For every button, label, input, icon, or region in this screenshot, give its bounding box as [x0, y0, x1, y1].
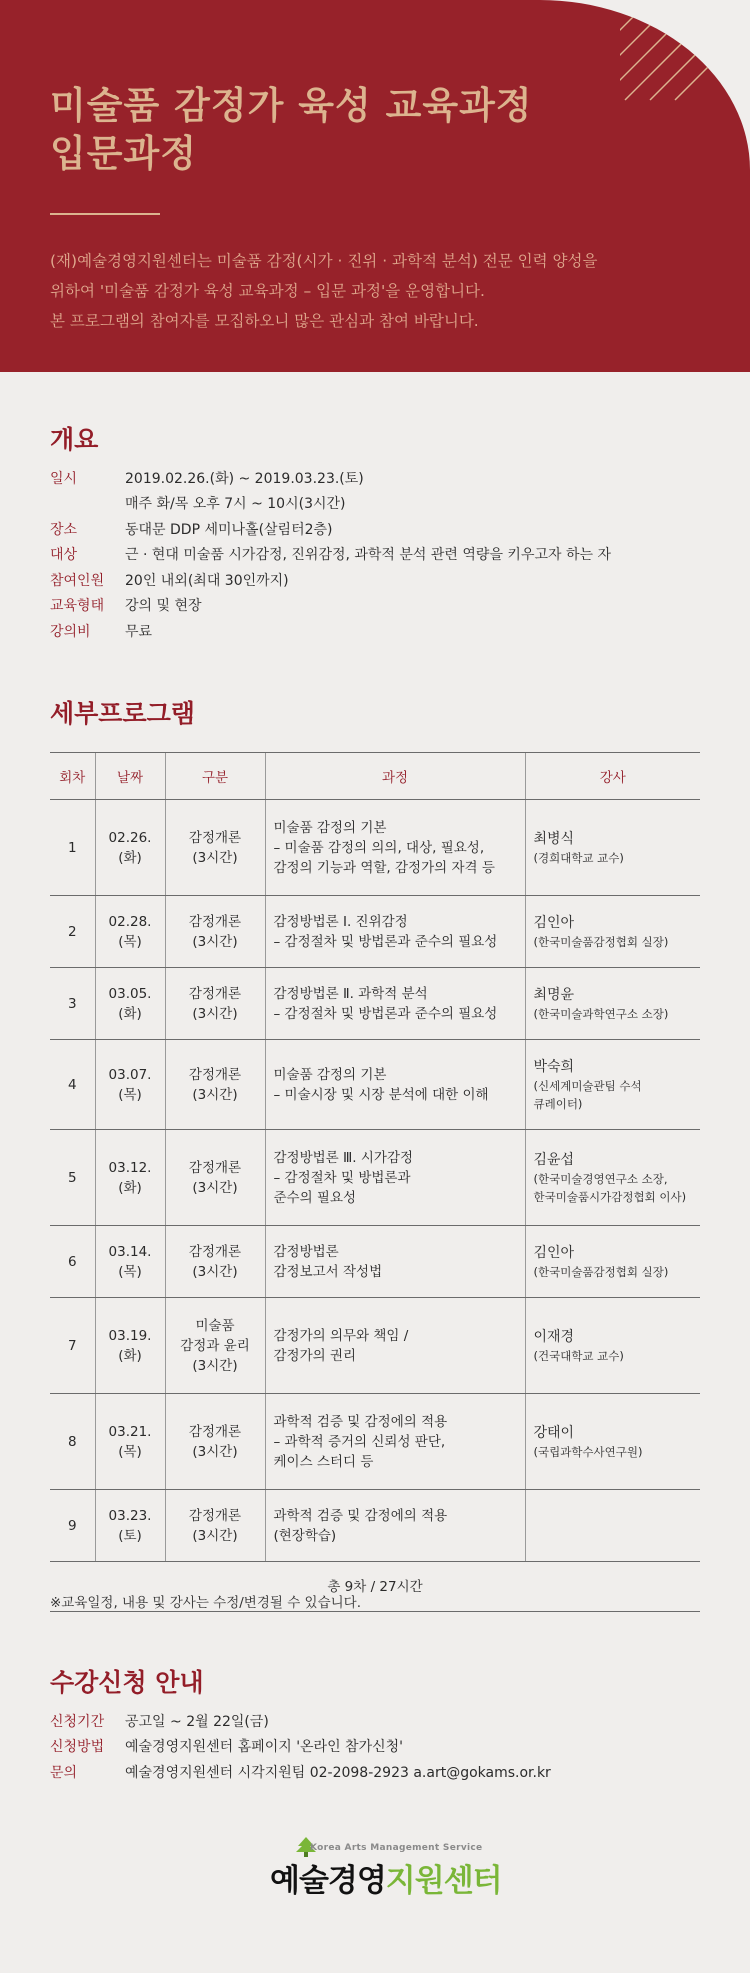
session-date-text: 02.28. (목): [108, 913, 152, 950]
session-lecturer: [525, 1040, 700, 1130]
session-course: [265, 800, 525, 896]
session-number: [50, 968, 95, 1040]
session-type: [165, 1040, 265, 1130]
diagonal-stripes-decoration: [620, 0, 750, 130]
page-title-line2: 입문과정: [50, 132, 197, 175]
session-course-text: 감정방법론 Ⅰ. 진위감정 – 감정절차 및 방법론과 준수의 필요성: [273, 913, 498, 950]
session-date-text: 02.26. (화): [108, 829, 152, 866]
info-row: [50, 1734, 710, 1760]
schedule-notice: ※교육일정, 내용 및 강사는 수정/변경될 수 있습니다.: [50, 1595, 362, 1611]
info-value: 매주 화/목 오후 7시 ~ 10시(3시간): [125, 496, 346, 513]
info-value: 예술경영지원센터 시각지원팀 02-2098-2923 a.art@gokams.or.kr: [125, 1764, 551, 1781]
intro-line: 본 프로그램의 참여자를 모집하오니 많은 관심과 참여 바랍니다.: [50, 312, 479, 330]
lecturer-affiliation: (한국미술품감정협회 실장): [533, 934, 669, 949]
session-lecturer: [525, 968, 700, 1040]
table-row: [50, 896, 700, 968]
info-row: [50, 593, 710, 619]
column-header: 구분: [165, 753, 265, 800]
session-number: [50, 896, 95, 968]
page-title: [50, 82, 533, 178]
program-heading: 세부프로그램: [50, 699, 195, 728]
info-row: [50, 567, 710, 593]
lecturer-affiliation: (한국미술품감정협회 실장): [533, 1264, 669, 1279]
info-value: 동대문 DDP 세미나홀(살림터2층): [125, 521, 333, 538]
session-lecturer: [525, 1490, 700, 1562]
session-date: [95, 1298, 165, 1394]
session-type: [165, 1298, 265, 1394]
overview-list: [50, 465, 710, 644]
lecturer-affiliation: (한국미술과학연구소 소장): [533, 1006, 669, 1021]
hero-banner: [0, 0, 750, 372]
lecturer-name: 강태이: [533, 1424, 575, 1441]
session-type-text: 미술품 감정과 윤리 (3시간): [180, 1317, 250, 1374]
info-row: [50, 1759, 710, 1785]
info-value: 근 · 현대 미술품 시가감정, 진위감정, 과학적 분석 관련 역량을 키우고자 하는 자: [125, 547, 611, 564]
session-course-text: 과학적 검증 및 감정에의 적용 (현장학습): [273, 1507, 448, 1544]
session-number: [50, 1298, 95, 1394]
session-number-text: 2: [67, 923, 77, 940]
logo-korean-text: [270, 1855, 502, 1900]
session-lecturer: [525, 800, 700, 896]
session-course: [265, 1226, 525, 1298]
session-course-text: 감정가의 의무와 책임 / 감정가의 권리: [273, 1327, 409, 1364]
session-lecturer: [525, 896, 700, 968]
info-label: 문의: [50, 1764, 78, 1781]
session-type-text: 감정개론 (3시간): [188, 1423, 242, 1460]
lecturer-name: 김인아: [533, 1244, 575, 1261]
lecturer-affiliation: (한국미술경영연구소 소장, 한국미술품시가감정협회 이사): [533, 1171, 687, 1204]
session-course: [265, 1130, 525, 1226]
session-type-text: 감정개론 (3시간): [188, 1066, 242, 1103]
info-value: 강의 및 현장: [125, 598, 202, 615]
lecturer-name: 김인아: [533, 914, 575, 931]
session-type-text: 감정개론 (3시간): [188, 1507, 242, 1544]
session-type: [165, 968, 265, 1040]
intro-line: 위하여 '미술품 감정가 육성 교육과정 – 입문 과정'을 운영합니다.: [50, 282, 485, 300]
logo-english-text: Korea Arts Management Service: [310, 1843, 483, 1853]
column-header: 강사: [525, 753, 700, 800]
session-date-text: 03.21. (목): [108, 1423, 152, 1460]
session-date: [95, 1394, 165, 1490]
session-type: [165, 1490, 265, 1562]
session-number: [50, 1226, 95, 1298]
logo-korean-dark: 예술경영: [270, 1863, 386, 1899]
session-date-text: 03.23. (토): [108, 1507, 152, 1544]
column-header: 회차: [50, 753, 95, 800]
lecturer-affiliation: (건국대학교 교수): [533, 1348, 624, 1363]
info-value: 2019.02.26.(화) ~ 2019.03.23.(토): [125, 470, 364, 487]
lecturer-name: 박숙희: [533, 1058, 575, 1075]
table-row: [50, 1226, 700, 1298]
session-type: [165, 1226, 265, 1298]
intro-line: (재)예술경영지원센터는 미술품 감정(시가 · 진위 · 과학적 분석) 전문 인력 양성을: [50, 252, 598, 270]
session-date-text: 03.14. (목): [108, 1243, 152, 1280]
session-lecturer: [525, 1226, 700, 1298]
session-course-text: 감정방법론 Ⅲ. 시가감정 – 감정절차 및 방법론과 준수의 필요성: [273, 1149, 414, 1206]
lecturer-name: 김윤섭: [533, 1151, 575, 1168]
lecturer-name: 최병식: [533, 830, 575, 847]
session-date: [95, 800, 165, 896]
lecturer-affiliation: (국립과학수사연구원): [533, 1444, 643, 1459]
session-course-text: 감정방법론 Ⅱ. 과학적 분석 – 감정절차 및 방법론과 준수의 필요성: [273, 985, 498, 1022]
session-course: [265, 896, 525, 968]
table-header-row: [50, 753, 700, 800]
apply-list: [50, 1708, 710, 1785]
session-type-text: 감정개론 (3시간): [188, 829, 242, 866]
logo-korean-green: 지원센터: [385, 1863, 502, 1899]
info-label: 참여인원: [50, 572, 105, 589]
program-table: [50, 752, 700, 1612]
session-number-text: 6: [67, 1253, 77, 1270]
session-number: [50, 1040, 95, 1130]
session-type: [165, 800, 265, 896]
session-number: [50, 1394, 95, 1490]
info-row: [50, 1708, 710, 1734]
session-number-text: 9: [67, 1517, 77, 1534]
lecturer-affiliation: (경희대학교 교수): [533, 850, 624, 865]
info-value: 공고일 ~ 2월 22일(금): [125, 1713, 269, 1730]
page-title-line1: 미술품 감정가 육성 교육과정: [50, 84, 533, 127]
kams-logo: [270, 1843, 502, 1913]
table-row: [50, 968, 700, 1040]
session-lecturer: [525, 1130, 700, 1226]
session-number-text: 5: [67, 1169, 77, 1186]
session-date: [95, 896, 165, 968]
table-row: [50, 1040, 700, 1130]
session-course-text: 미술품 감정의 기본 – 미술품 감정의 의의, 대상, 필요성, 감정의 기능과 역할, 감정가의 자격 등: [273, 819, 495, 876]
info-row: [50, 465, 710, 491]
session-date-text: 03.12. (화): [108, 1159, 152, 1196]
info-label: 대상: [50, 547, 78, 564]
session-number-text: 4: [67, 1076, 77, 1093]
apply-heading: 수강신청 안내: [50, 1668, 204, 1697]
session-number: [50, 800, 95, 896]
session-number-text: 8: [67, 1433, 77, 1450]
info-value: 예술경영지원센터 홈페이지 '온라인 참가신청': [125, 1739, 404, 1756]
session-course: [265, 1490, 525, 1562]
session-type-text: 감정개론 (3시간): [188, 1159, 242, 1196]
session-course: [265, 1040, 525, 1130]
session-date: [95, 1130, 165, 1226]
info-value: 무료: [125, 623, 153, 640]
table-row: [50, 1298, 700, 1394]
info-label: 강의비: [50, 623, 91, 640]
session-course-text: 감정방법론 감정보고서 작성법: [273, 1243, 383, 1280]
session-course-text: 미술품 감정의 기본 – 미술시장 및 시장 분석에 대한 이해: [273, 1066, 489, 1103]
info-label: 신청방법: [50, 1739, 105, 1756]
session-lecturer: [525, 1394, 700, 1490]
session-type-text: 감정개론 (3시간): [188, 985, 242, 1022]
info-row: [50, 516, 710, 542]
info-label: 신청기간: [50, 1713, 105, 1730]
session-course-text: 과학적 검증 및 감정에의 적용 – 과학적 증거의 신뢰성 판단, 케이스 스터디 등: [273, 1413, 448, 1470]
column-header: 날짜: [95, 753, 165, 800]
table-row: [50, 1394, 700, 1490]
session-type: [165, 1130, 265, 1226]
table-row: [50, 800, 700, 896]
session-course: [265, 968, 525, 1040]
session-date-text: 03.07. (목): [108, 1066, 152, 1103]
session-course: [265, 1394, 525, 1490]
overview-heading: 개요: [50, 425, 99, 454]
session-date-text: 03.19. (화): [108, 1327, 152, 1364]
total-sessions: 총 9차 / 27시간: [50, 1562, 700, 1612]
session-date: [95, 1490, 165, 1562]
intro-text: [50, 246, 690, 336]
session-course: [265, 1298, 525, 1394]
session-date: [95, 1226, 165, 1298]
session-number-text: 1: [67, 839, 77, 856]
session-lecturer: [525, 1298, 700, 1394]
session-type: [165, 896, 265, 968]
session-type-text: 감정개론 (3시간): [188, 913, 242, 950]
session-number-text: 7: [67, 1337, 77, 1354]
info-label: 교육형태: [50, 598, 105, 615]
session-date-text: 03.05. (화): [108, 985, 152, 1022]
table-row: [50, 1130, 700, 1226]
session-date: [95, 1040, 165, 1130]
info-label: 장소: [50, 521, 78, 538]
info-row: [50, 542, 710, 568]
session-type: [165, 1394, 265, 1490]
info-label: 일시: [50, 470, 78, 487]
lecturer-name: 최명윤: [533, 986, 575, 1003]
lecturer-affiliation: (신세계미술관팀 수석 큐레이터): [533, 1078, 642, 1111]
session-date: [95, 968, 165, 1040]
info-row: [50, 491, 710, 517]
column-header: 과정: [265, 753, 525, 800]
lecturer-name: 이재경: [533, 1328, 575, 1345]
title-divider: [50, 213, 160, 215]
session-number: [50, 1490, 95, 1562]
session-type-text: 감정개론 (3시간): [188, 1243, 242, 1280]
info-row: [50, 618, 710, 644]
session-number-text: 3: [67, 995, 77, 1012]
session-number: [50, 1130, 95, 1226]
table-row: [50, 1490, 700, 1562]
info-value: 20인 내외(최대 30인까지): [125, 572, 289, 589]
